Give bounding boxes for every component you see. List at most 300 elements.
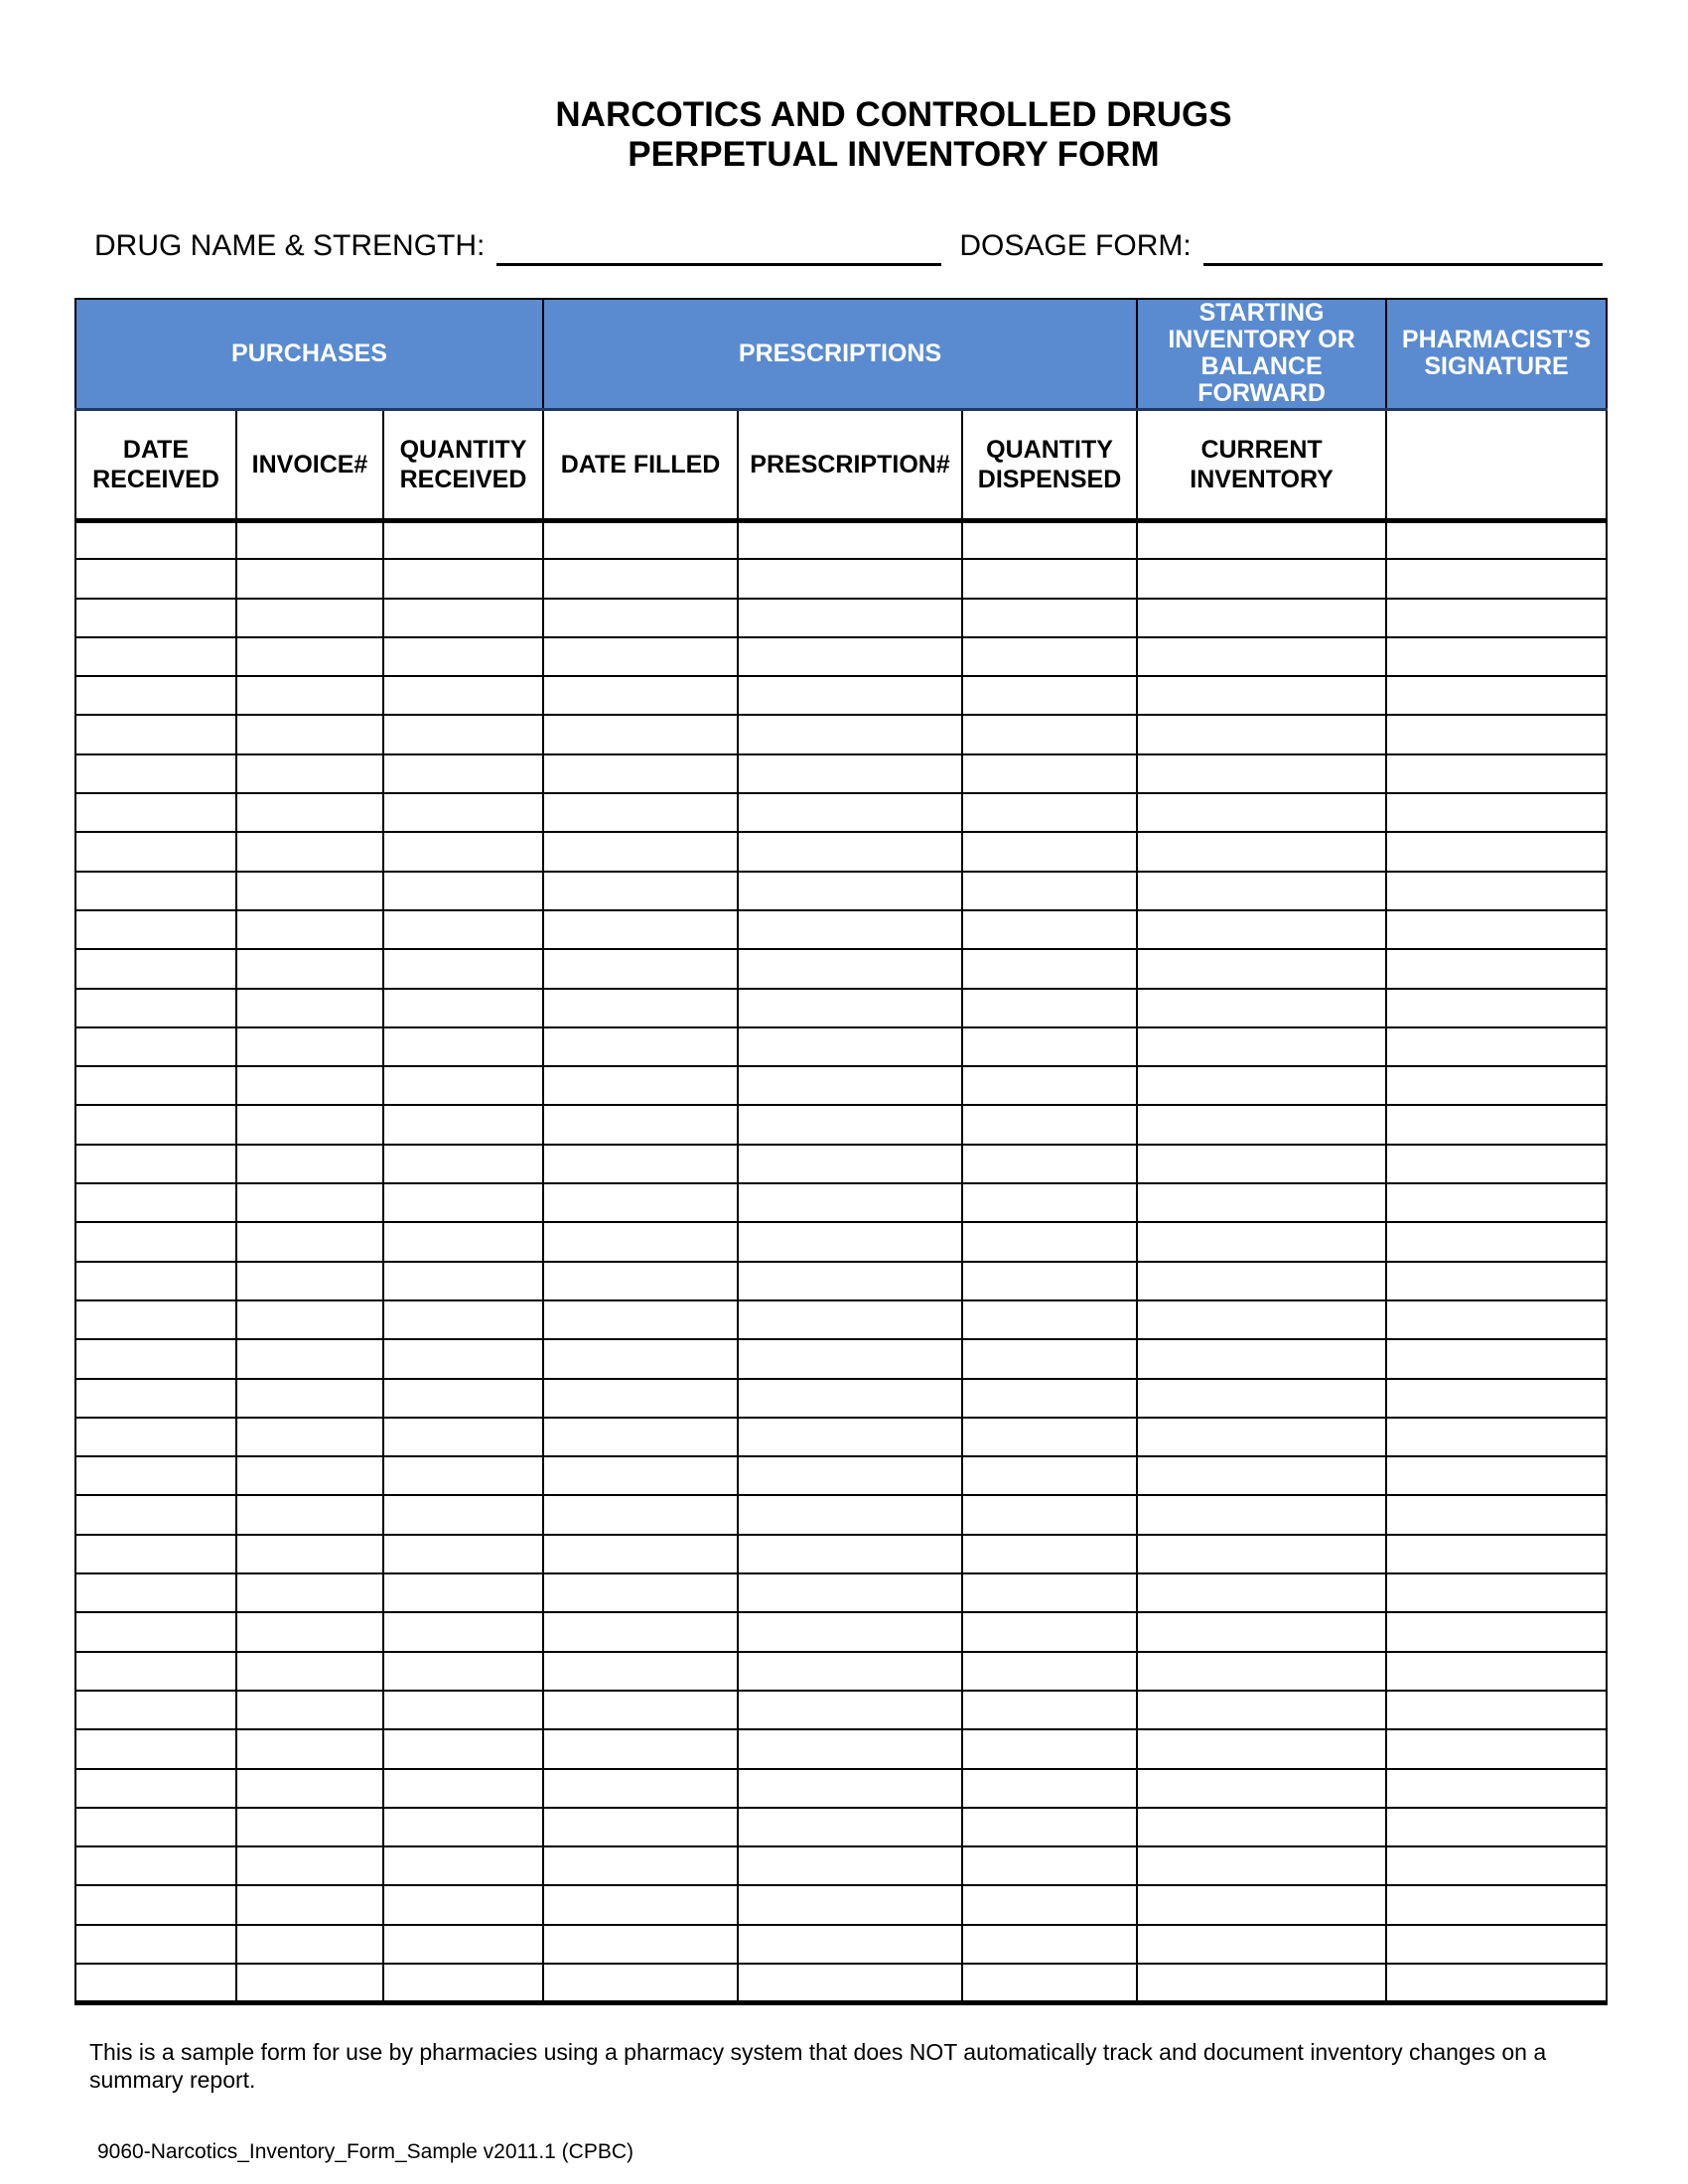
inventory-cell[interactable] (1386, 715, 1607, 753)
inventory-cell[interactable] (738, 1379, 962, 1418)
inventory-cell[interactable] (236, 872, 383, 910)
inventory-cell[interactable] (738, 1808, 962, 1846)
inventory-cell[interactable] (236, 793, 383, 832)
inventory-cell[interactable] (236, 1027, 383, 1066)
inventory-cell[interactable] (543, 599, 738, 637)
inventory-cell[interactable] (738, 520, 962, 559)
inventory-cell[interactable] (236, 1183, 383, 1222)
inventory-cell[interactable] (962, 1691, 1137, 1729)
inventory-cell[interactable] (75, 1418, 236, 1456)
inventory-cell[interactable] (962, 1105, 1137, 1144)
inventory-cell[interactable] (383, 1262, 543, 1300)
inventory-cell[interactable] (383, 1456, 543, 1495)
inventory-cell[interactable] (383, 1769, 543, 1808)
inventory-cell[interactable] (962, 1027, 1137, 1066)
inventory-cell[interactable] (962, 1573, 1137, 1612)
inventory-cell[interactable] (543, 1379, 738, 1418)
inventory-cell[interactable] (236, 676, 383, 715)
inventory-cell[interactable] (738, 1418, 962, 1456)
inventory-cell[interactable] (543, 1925, 738, 1964)
inventory-cell[interactable] (75, 1105, 236, 1144)
inventory-cell[interactable] (543, 1183, 738, 1222)
inventory-cell[interactable] (75, 1964, 236, 2002)
inventory-cell[interactable] (962, 637, 1137, 676)
inventory-cell[interactable] (236, 1769, 383, 1808)
inventory-cell[interactable] (738, 637, 962, 676)
inventory-cell[interactable] (383, 1925, 543, 1964)
inventory-cell[interactable] (543, 1418, 738, 1456)
inventory-cell[interactable] (75, 754, 236, 793)
inventory-cell[interactable] (1386, 1222, 1607, 1261)
inventory-cell[interactable] (1137, 910, 1386, 949)
inventory-cell[interactable] (383, 949, 543, 988)
inventory-cell[interactable] (738, 599, 962, 637)
inventory-cell[interactable] (236, 1379, 383, 1418)
inventory-cell[interactable] (236, 599, 383, 637)
inventory-cell[interactable] (383, 1535, 543, 1573)
inventory-cell[interactable] (543, 715, 738, 753)
inventory-cell[interactable] (1137, 599, 1386, 637)
inventory-cell[interactable] (236, 910, 383, 949)
dosage-form-field[interactable] (1203, 226, 1603, 266)
inventory-cell[interactable] (75, 1495, 236, 1534)
inventory-cell[interactable] (738, 793, 962, 832)
inventory-cell[interactable] (236, 1846, 383, 1885)
inventory-cell[interactable] (1386, 1300, 1607, 1339)
inventory-cell[interactable] (75, 1652, 236, 1691)
inventory-cell[interactable] (1137, 1729, 1386, 1768)
inventory-cell[interactable] (75, 637, 236, 676)
inventory-cell[interactable] (1386, 1846, 1607, 1885)
inventory-cell[interactable] (75, 520, 236, 559)
inventory-cell[interactable] (1386, 637, 1607, 676)
inventory-cell[interactable] (543, 989, 738, 1027)
inventory-cell[interactable] (1137, 989, 1386, 1027)
inventory-cell[interactable] (1137, 1964, 1386, 2002)
inventory-cell[interactable] (962, 949, 1137, 988)
inventory-cell[interactable] (1386, 1456, 1607, 1495)
inventory-cell[interactable] (543, 1885, 738, 1924)
inventory-cell[interactable] (383, 637, 543, 676)
inventory-cell[interactable] (543, 559, 738, 598)
inventory-cell[interactable] (962, 1418, 1137, 1456)
inventory-cell[interactable] (383, 1885, 543, 1924)
inventory-cell[interactable] (962, 1729, 1137, 1768)
inventory-cell[interactable] (383, 754, 543, 793)
inventory-cell[interactable] (75, 676, 236, 715)
inventory-cell[interactable] (738, 559, 962, 598)
inventory-cell[interactable] (236, 1300, 383, 1339)
inventory-cell[interactable] (962, 1652, 1137, 1691)
inventory-cell[interactable] (1137, 715, 1386, 753)
inventory-cell[interactable] (962, 793, 1137, 832)
inventory-cell[interactable] (738, 1885, 962, 1924)
inventory-cell[interactable] (738, 1456, 962, 1495)
inventory-cell[interactable] (962, 1456, 1137, 1495)
inventory-cell[interactable] (962, 1535, 1137, 1573)
inventory-cell[interactable] (383, 1222, 543, 1261)
inventory-cell[interactable] (1137, 1456, 1386, 1495)
inventory-cell[interactable] (962, 1222, 1137, 1261)
inventory-cell[interactable] (738, 1612, 962, 1651)
inventory-cell[interactable] (543, 676, 738, 715)
inventory-cell[interactable] (962, 754, 1137, 793)
inventory-cell[interactable] (236, 1222, 383, 1261)
inventory-cell[interactable] (1137, 1808, 1386, 1846)
inventory-cell[interactable] (75, 715, 236, 753)
inventory-cell[interactable] (738, 754, 962, 793)
inventory-cell[interactable] (738, 1145, 962, 1183)
inventory-cell[interactable] (1137, 1885, 1386, 1924)
inventory-cell[interactable] (738, 715, 962, 753)
inventory-cell[interactable] (543, 1456, 738, 1495)
inventory-cell[interactable] (1137, 1222, 1386, 1261)
inventory-cell[interactable] (383, 1339, 543, 1378)
inventory-cell[interactable] (962, 1066, 1137, 1105)
inventory-cell[interactable] (738, 832, 962, 871)
inventory-cell[interactable] (962, 872, 1137, 910)
inventory-cell[interactable] (383, 1183, 543, 1222)
inventory-cell[interactable] (1137, 1300, 1386, 1339)
inventory-cell[interactable] (543, 520, 738, 559)
inventory-cell[interactable] (75, 1183, 236, 1222)
inventory-cell[interactable] (236, 949, 383, 988)
inventory-cell[interactable] (1386, 1339, 1607, 1378)
inventory-cell[interactable] (738, 1652, 962, 1691)
inventory-cell[interactable] (383, 1418, 543, 1456)
inventory-cell[interactable] (1137, 1145, 1386, 1183)
inventory-cell[interactable] (543, 793, 738, 832)
inventory-cell[interactable] (1386, 832, 1607, 871)
inventory-cell[interactable] (75, 1027, 236, 1066)
inventory-cell[interactable] (383, 1846, 543, 1885)
inventory-cell[interactable] (738, 989, 962, 1027)
inventory-cell[interactable] (962, 1262, 1137, 1300)
inventory-cell[interactable] (75, 1691, 236, 1729)
inventory-cell[interactable] (1137, 793, 1386, 832)
inventory-cell[interactable] (1137, 1262, 1386, 1300)
inventory-cell[interactable] (543, 1495, 738, 1534)
inventory-cell[interactable] (236, 1729, 383, 1768)
inventory-cell[interactable] (236, 520, 383, 559)
inventory-cell[interactable] (383, 872, 543, 910)
inventory-cell[interactable] (543, 1573, 738, 1612)
inventory-cell[interactable] (383, 1027, 543, 1066)
inventory-cell[interactable] (236, 1145, 383, 1183)
inventory-cell[interactable] (1137, 1573, 1386, 1612)
inventory-cell[interactable] (1137, 1495, 1386, 1534)
inventory-cell[interactable] (543, 637, 738, 676)
inventory-cell[interactable] (1137, 676, 1386, 715)
inventory-cell[interactable] (75, 1379, 236, 1418)
inventory-cell[interactable] (738, 1183, 962, 1222)
inventory-cell[interactable] (1386, 1379, 1607, 1418)
inventory-cell[interactable] (236, 1573, 383, 1612)
inventory-cell[interactable] (75, 1729, 236, 1768)
inventory-cell[interactable] (1137, 872, 1386, 910)
inventory-cell[interactable] (383, 1652, 543, 1691)
inventory-cell[interactable] (236, 1456, 383, 1495)
inventory-cell[interactable] (236, 1066, 383, 1105)
inventory-cell[interactable] (1386, 520, 1607, 559)
inventory-cell[interactable] (383, 1105, 543, 1144)
inventory-cell[interactable] (1137, 1925, 1386, 1964)
inventory-cell[interactable] (383, 676, 543, 715)
inventory-cell[interactable] (962, 1846, 1137, 1885)
inventory-cell[interactable] (1386, 1691, 1607, 1729)
inventory-cell[interactable] (738, 1105, 962, 1144)
inventory-cell[interactable] (1386, 1105, 1607, 1144)
inventory-cell[interactable] (236, 1535, 383, 1573)
inventory-cell[interactable] (236, 1262, 383, 1300)
inventory-cell[interactable] (962, 520, 1137, 559)
inventory-cell[interactable] (1137, 832, 1386, 871)
inventory-cell[interactable] (1137, 1379, 1386, 1418)
inventory-cell[interactable] (738, 1573, 962, 1612)
inventory-cell[interactable] (738, 1222, 962, 1261)
inventory-cell[interactable] (236, 1339, 383, 1378)
inventory-cell[interactable] (75, 872, 236, 910)
inventory-cell[interactable] (236, 832, 383, 871)
inventory-cell[interactable] (962, 599, 1137, 637)
inventory-cell[interactable] (75, 559, 236, 598)
inventory-cell[interactable] (962, 1925, 1137, 1964)
inventory-cell[interactable] (1137, 1105, 1386, 1144)
inventory-cell[interactable] (383, 715, 543, 753)
inventory-cell[interactable] (738, 1339, 962, 1378)
inventory-cell[interactable] (383, 1145, 543, 1183)
inventory-cell[interactable] (236, 637, 383, 676)
inventory-cell[interactable] (1137, 1418, 1386, 1456)
inventory-cell[interactable] (236, 754, 383, 793)
inventory-cell[interactable] (962, 1183, 1137, 1222)
inventory-cell[interactable] (738, 1729, 962, 1768)
inventory-cell[interactable] (1137, 949, 1386, 988)
inventory-cell[interactable] (75, 1222, 236, 1261)
inventory-cell[interactable] (1137, 520, 1386, 559)
inventory-cell[interactable] (75, 1300, 236, 1339)
inventory-cell[interactable] (75, 1145, 236, 1183)
inventory-cell[interactable] (383, 1066, 543, 1105)
inventory-cell[interactable] (962, 1339, 1137, 1378)
inventory-cell[interactable] (543, 1339, 738, 1378)
inventory-cell[interactable] (1386, 1418, 1607, 1456)
inventory-cell[interactable] (236, 1495, 383, 1534)
drug-name-field[interactable] (496, 226, 941, 266)
inventory-cell[interactable] (738, 1964, 962, 2002)
inventory-cell[interactable] (1386, 1729, 1607, 1768)
inventory-cell[interactable] (543, 872, 738, 910)
inventory-cell[interactable] (1386, 1183, 1607, 1222)
inventory-cell[interactable] (383, 559, 543, 598)
inventory-cell[interactable] (543, 832, 738, 871)
inventory-cell[interactable] (1386, 872, 1607, 910)
inventory-cell[interactable] (236, 1691, 383, 1729)
inventory-cell[interactable] (1386, 1885, 1607, 1924)
inventory-cell[interactable] (1137, 1652, 1386, 1691)
inventory-cell[interactable] (738, 1691, 962, 1729)
inventory-cell[interactable] (236, 559, 383, 598)
inventory-cell[interactable] (383, 520, 543, 559)
inventory-cell[interactable] (543, 1652, 738, 1691)
inventory-cell[interactable] (962, 910, 1137, 949)
inventory-cell[interactable] (1137, 1846, 1386, 1885)
inventory-cell[interactable] (383, 989, 543, 1027)
inventory-cell[interactable] (1386, 676, 1607, 715)
inventory-cell[interactable] (75, 949, 236, 988)
inventory-cell[interactable] (383, 1573, 543, 1612)
inventory-cell[interactable] (1386, 1262, 1607, 1300)
inventory-cell[interactable] (543, 754, 738, 793)
inventory-cell[interactable] (738, 1300, 962, 1339)
inventory-cell[interactable] (543, 1300, 738, 1339)
inventory-cell[interactable] (1386, 1925, 1607, 1964)
inventory-cell[interactable] (75, 1885, 236, 1924)
inventory-cell[interactable] (236, 1808, 383, 1846)
inventory-cell[interactable] (75, 599, 236, 637)
inventory-cell[interactable] (1137, 1339, 1386, 1378)
inventory-cell[interactable] (543, 1846, 738, 1885)
inventory-cell[interactable] (1137, 559, 1386, 598)
inventory-cell[interactable] (75, 1573, 236, 1612)
inventory-cell[interactable] (738, 949, 962, 988)
inventory-cell[interactable] (75, 1456, 236, 1495)
inventory-cell[interactable] (738, 910, 962, 949)
inventory-cell[interactable] (543, 1105, 738, 1144)
inventory-cell[interactable] (1137, 1535, 1386, 1573)
inventory-cell[interactable] (383, 1691, 543, 1729)
inventory-cell[interactable] (738, 1535, 962, 1573)
inventory-cell[interactable] (962, 832, 1137, 871)
inventory-cell[interactable] (1386, 1145, 1607, 1183)
inventory-cell[interactable] (1386, 949, 1607, 988)
inventory-cell[interactable] (543, 1066, 738, 1105)
inventory-cell[interactable] (962, 1145, 1137, 1183)
inventory-cell[interactable] (962, 1885, 1137, 1924)
inventory-cell[interactable] (1386, 1535, 1607, 1573)
inventory-cell[interactable] (543, 1027, 738, 1066)
inventory-cell[interactable] (383, 910, 543, 949)
inventory-cell[interactable] (962, 1300, 1137, 1339)
inventory-cell[interactable] (383, 1964, 543, 2002)
inventory-cell[interactable] (383, 1379, 543, 1418)
inventory-cell[interactable] (962, 1964, 1137, 2002)
inventory-cell[interactable] (75, 1769, 236, 1808)
inventory-cell[interactable] (1386, 1652, 1607, 1691)
inventory-cell[interactable] (1386, 559, 1607, 598)
inventory-cell[interactable] (1386, 793, 1607, 832)
inventory-cell[interactable] (383, 1495, 543, 1534)
inventory-cell[interactable] (1386, 1027, 1607, 1066)
inventory-cell[interactable] (75, 1808, 236, 1846)
inventory-cell[interactable] (236, 1885, 383, 1924)
inventory-cell[interactable] (236, 1964, 383, 2002)
inventory-cell[interactable] (1386, 1495, 1607, 1534)
inventory-cell[interactable] (75, 1262, 236, 1300)
inventory-cell[interactable] (543, 1145, 738, 1183)
inventory-cell[interactable] (1386, 1612, 1607, 1651)
inventory-cell[interactable] (1137, 1183, 1386, 1222)
inventory-cell[interactable] (738, 1769, 962, 1808)
inventory-cell[interactable] (543, 1769, 738, 1808)
inventory-cell[interactable] (1137, 1691, 1386, 1729)
inventory-cell[interactable] (1386, 910, 1607, 949)
inventory-cell[interactable] (236, 1925, 383, 1964)
inventory-cell[interactable] (1386, 599, 1607, 637)
inventory-cell[interactable] (75, 832, 236, 871)
inventory-cell[interactable] (383, 1808, 543, 1846)
inventory-cell[interactable] (1137, 1066, 1386, 1105)
inventory-cell[interactable] (962, 1612, 1137, 1651)
inventory-cell[interactable] (962, 1495, 1137, 1534)
inventory-cell[interactable] (75, 1925, 236, 1964)
inventory-cell[interactable] (738, 1027, 962, 1066)
inventory-cell[interactable] (75, 1339, 236, 1378)
inventory-cell[interactable] (962, 715, 1137, 753)
inventory-cell[interactable] (236, 715, 383, 753)
inventory-cell[interactable] (383, 1729, 543, 1768)
inventory-cell[interactable] (962, 559, 1137, 598)
inventory-cell[interactable] (75, 793, 236, 832)
inventory-cell[interactable] (738, 1495, 962, 1534)
inventory-cell[interactable] (543, 1729, 738, 1768)
inventory-cell[interactable] (543, 949, 738, 988)
inventory-cell[interactable] (962, 1379, 1137, 1418)
inventory-cell[interactable] (383, 793, 543, 832)
inventory-cell[interactable] (1137, 1612, 1386, 1651)
inventory-cell[interactable] (1386, 1808, 1607, 1846)
inventory-cell[interactable] (75, 1535, 236, 1573)
inventory-cell[interactable] (75, 1066, 236, 1105)
inventory-cell[interactable] (383, 832, 543, 871)
inventory-cell[interactable] (75, 1612, 236, 1651)
inventory-cell[interactable] (543, 1691, 738, 1729)
inventory-cell[interactable] (1137, 754, 1386, 793)
inventory-cell[interactable] (1386, 1573, 1607, 1612)
inventory-cell[interactable] (543, 1535, 738, 1573)
inventory-cell[interactable] (236, 1652, 383, 1691)
inventory-cell[interactable] (962, 676, 1137, 715)
inventory-cell[interactable] (1137, 1027, 1386, 1066)
inventory-cell[interactable] (1137, 1769, 1386, 1808)
inventory-cell[interactable] (962, 989, 1137, 1027)
inventory-cell[interactable] (543, 1262, 738, 1300)
inventory-cell[interactable] (738, 1066, 962, 1105)
inventory-cell[interactable] (75, 1846, 236, 1885)
inventory-cell[interactable] (383, 599, 543, 637)
inventory-cell[interactable] (543, 1222, 738, 1261)
inventory-cell[interactable] (543, 1612, 738, 1651)
inventory-cell[interactable] (75, 910, 236, 949)
inventory-cell[interactable] (738, 1925, 962, 1964)
inventory-cell[interactable] (236, 1105, 383, 1144)
inventory-cell[interactable] (236, 1418, 383, 1456)
inventory-cell[interactable] (1386, 1964, 1607, 2002)
inventory-cell[interactable] (962, 1769, 1137, 1808)
inventory-cell[interactable] (738, 1846, 962, 1885)
inventory-cell[interactable] (1386, 1066, 1607, 1105)
inventory-cell[interactable] (383, 1300, 543, 1339)
inventory-cell[interactable] (738, 1262, 962, 1300)
inventory-cell[interactable] (543, 910, 738, 949)
inventory-cell[interactable] (543, 1808, 738, 1846)
inventory-cell[interactable] (738, 872, 962, 910)
inventory-cell[interactable] (383, 1612, 543, 1651)
inventory-cell[interactable] (1137, 637, 1386, 676)
inventory-cell[interactable] (1386, 989, 1607, 1027)
inventory-cell[interactable] (1386, 1769, 1607, 1808)
inventory-cell[interactable] (75, 989, 236, 1027)
